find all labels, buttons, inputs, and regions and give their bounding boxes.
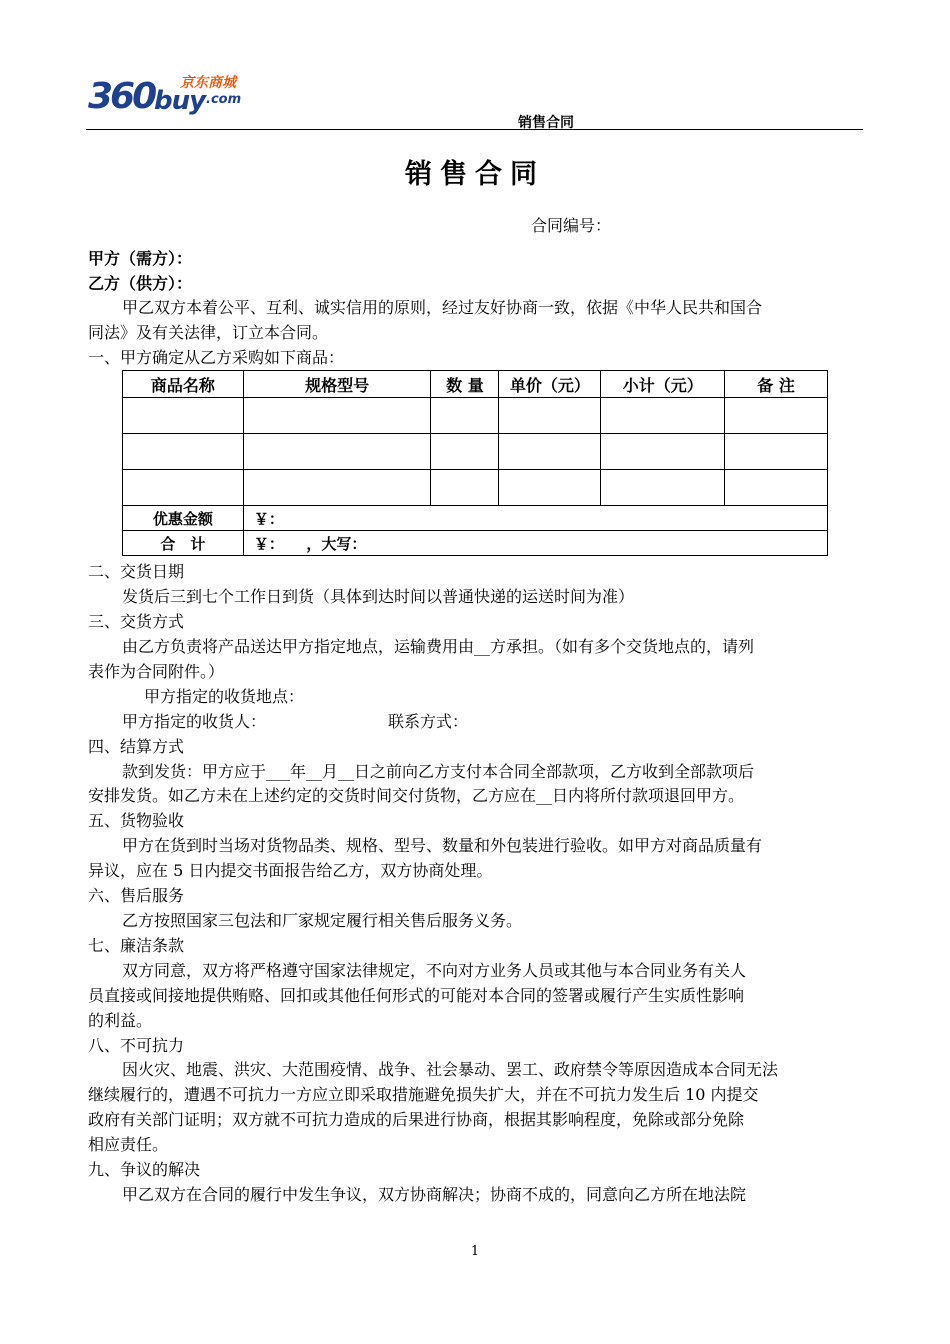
section-6-text: 乙方按照国家三包法和厂家规定履行相关售后服务义务。 [122, 911, 523, 930]
goods-table [122, 370, 828, 556]
section-8-text-3: 政府有关部门证明；双方就不可抗力造成的后果进行协商，根据其影响程度，免除或部分免除 [88, 1110, 745, 1129]
section-1-heading: 一、甲方确定从乙方采购如下商品： [88, 348, 345, 367]
contract-number-label: 合同编号： [531, 216, 612, 235]
section-7-heading: 七、廉洁条款 [88, 936, 185, 955]
col-header-remark: 备 注 [725, 371, 828, 398]
section-3-heading: 三、交货方式 [88, 612, 185, 631]
section-9-heading: 九、争议的解决 [88, 1160, 201, 1179]
party-a-label: 甲方（需方）： [88, 249, 193, 268]
logo-cn: 京东商城 [180, 75, 236, 91]
col-header-spec: 规格型号 [243, 371, 431, 398]
receiver-label: 甲方指定的收货人： [122, 712, 267, 731]
section-7-text-2: 员直接或间接地提供贿赂、回扣或其他任何形式的可能对本合同的签署或履行产生实质性影响 [88, 986, 745, 1005]
col-header-name: 商品名称 [123, 371, 244, 398]
intro-line-2: 同法》及有关法律，订立本合同。 [88, 323, 329, 342]
section-3-text-2: 表作为合同附件。） [88, 662, 225, 681]
discount-value: ￥： [243, 506, 827, 531]
table-row [123, 434, 828, 470]
section-2-text: 发货后三到七个工作日到货（具体到达时间以普通快递的运送时间为准） [122, 587, 635, 606]
discount-row [123, 506, 828, 531]
section-2-heading: 二、交货日期 [88, 562, 185, 581]
discount-label: 优惠金额 [123, 506, 244, 531]
col-header-qty: 数 量 [431, 371, 499, 398]
total-label: 合 计 [123, 531, 244, 556]
table-header-row [123, 371, 828, 398]
col-header-unit-price: 单价（元） [499, 371, 601, 398]
intro-line-1: 甲乙双方本着公平、互利、诚实信用的原则，经过友好协商一致，依据《中华人民共和国合 [122, 298, 763, 317]
logo-com: .com [206, 92, 242, 107]
section-4-heading: 四、结算方式 [88, 737, 185, 756]
section-5-heading: 五、货物验收 [88, 811, 185, 830]
logo-buy: buy [154, 86, 206, 116]
section-7-text-1: 双方同意，双方将严格遵守国家法律规定，不向对方业务人员或其他与本合同业务有关人 [122, 961, 747, 980]
table-row [123, 470, 828, 506]
col-header-subtotal: 小计（元） [601, 371, 725, 398]
total-row [123, 531, 828, 556]
header-divider [86, 129, 863, 130]
table-row [123, 398, 828, 434]
section-8-text-4: 相应责任。 [88, 1135, 169, 1154]
contact-label: 联系方式： [388, 712, 469, 731]
section-8-text-1: 因火灾、地震、洪灾、大范围疫情、战争、社会暴动、罢工、政府禁令等原因造成本合同无法 [122, 1060, 779, 1079]
section-5-text-2: 异议，应在 5 日内提交书面报告给乙方，双方协商处理。 [88, 861, 493, 880]
party-b-label: 乙方（供方）： [88, 274, 193, 293]
section-6-heading: 六、售后服务 [88, 886, 185, 905]
section-3-text-1: 由乙方负责将产品送达甲方指定地点，运输费用由__方承担。（如有多个交货地点的，请列 [122, 637, 755, 656]
section-9-text: 甲乙双方在合同的履行中发生争议，双方协商解决；协商不成的，同意向乙方所在地法院 [122, 1185, 747, 1204]
section-4-text-1: 款到发货：甲方应于___年__月__日之前向乙方支付本合同全部款项，乙方收到全部款项后 [122, 762, 755, 781]
logo-360: 360 [88, 76, 155, 117]
section-4-text-2: 安排发货。如乙方未在上述约定的交货时间交付货物，乙方应在__日内将所付款项退回甲方。 [88, 786, 745, 805]
jd-360buy-logo [88, 72, 258, 122]
section-8-text-2: 继续履行的，遭遇不可抗力一方应立即采取措施避免损失扩大，并在不可抗力发生后 10 内提交 [88, 1085, 759, 1104]
section-8-heading: 八、不可抗力 [88, 1036, 185, 1055]
delivery-address-label: 甲方指定的收货地点： [144, 687, 305, 706]
header-title: 销售合同 [518, 115, 574, 131]
section-5-text-1: 甲方在货到时当场对货物品类、规格、型号、数量和外包装进行验收。如甲方对商品质量有 [122, 836, 763, 855]
document-title: 销售合同 [405, 159, 545, 190]
page-number: 1 [470, 1244, 480, 1259]
section-7-text-3: 的利益。 [88, 1011, 153, 1030]
total-value: ￥： ，大写： [243, 531, 827, 556]
